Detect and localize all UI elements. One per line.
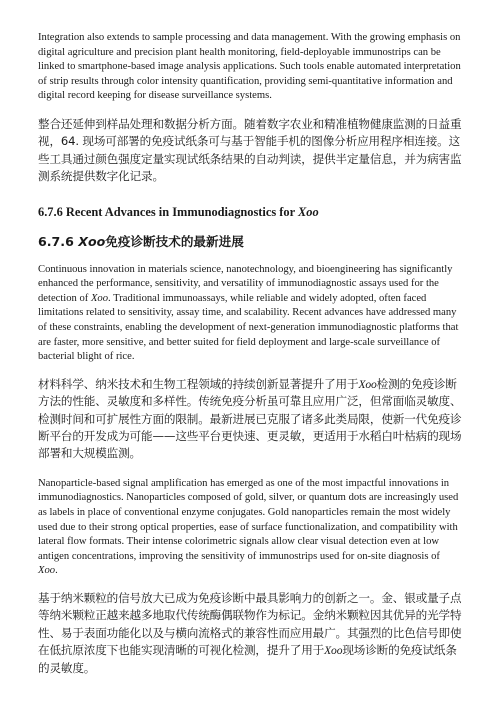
paragraph-integration-en: Integration also extends to sample processing and data management. With the growing emphasis on digital agriculture and precision plant health monitoring, field-deployable immunostrips can be linked to smartphone-based image analysis applications. Such tools enable automated interpretation of strip results through color intensity quantification, providing semi-quantitative information and digital record keeping for disease surveillance systems. — [38, 32, 461, 102]
paragraph-nanoparticle-zh — [38, 590, 462, 677]
text-run: . Traditional immunoassays, while reliable and widely adopted, often faced limitations related to sensitivity, assay time, and scalability. Recent advances have addressed many of these constraints, enabling the development of next-generation immunodiagnostic platforms that are faster, more sensitive, and better suited for field deployment and large-scale surveillance of bacterial blight of rice. — [38, 292, 459, 363]
text-run: 现场诊断的免疫试纸条的灵敏度。 — [38, 643, 457, 675]
heading-zh-number: 6.7.6 — [38, 233, 79, 249]
xoo-italic: Xoo — [38, 565, 56, 577]
xoo-italic: Xoo — [324, 644, 343, 658]
heading-en-text: 6.7.6 Recent Advances in Immunodiagnostics for — [38, 204, 298, 219]
text-run: Nanoparticle-based signal amplification has emerged as one of the most impactful innovations in immunodiagnostics. Nanoparticles composed of gold, silver, or quantum dots are increasingly used as labels in place of conventional enzyme conjugates. Gold nanoparticles remain the most widely used due to their strong optical properties, ease of surface functionalization, and compatibility with lateral flow formats. Their intense colorimetric signals allow clear visual detection even at low antigen concentrations, improving the sensitivity of immunostrips used for on-site diagnosis of — [38, 477, 459, 562]
heading-en-xoo: Xoo — [298, 204, 319, 219]
section-heading-en — [38, 204, 462, 220]
text-run: 检测的免疫诊断方法的性能、灵敏度和多样性。传统免疫分析虽可靠且应用广泛，但常面临灵敏度、检测时间和可扩展性方面的限制。最新进展已克服了诸多此类局限，使新一代免疫诊断平台的开发成为可能——这些平台更快速、更灵敏，更适用于水稻白叶枯病的现场部署和大规模监测。 — [38, 376, 462, 461]
heading-zh-text: 免疫诊断技术的最新进展 — [105, 233, 244, 249]
heading-zh-xoo: Xoo — [78, 233, 106, 249]
text-run: 材料科学、纳米技术和生物工程领域的持续创新显著提升了用于 — [38, 376, 359, 391]
xoo-italic: Xoo — [358, 377, 377, 391]
text-run: Continuous innovation in materials science, nanotechnology, and bioengineering has significantly enhanced the performance, sensitivity, and versatility of immunodiagnostic assays used for the detection of — [38, 263, 453, 304]
xoo-italic: Xoo — [90, 292, 109, 304]
text-run: . — [55, 565, 58, 577]
section-heading-zh — [38, 233, 462, 250]
paragraph-integration-zh: 整合还延伸到样品处理和数据分析方面。随着数字农业和精准植物健康监测的日益重视，64. 现场可部署的免疫试纸条可与基于智能手机的图像分析应用程序相连接。这些工具通过颜色强度定量实现试纸条结果的自动判读，提供半定量信息，并为病害监测系统提供数字化记录。 — [38, 116, 462, 184]
paragraph-innovation-en — [38, 263, 462, 365]
paragraph-nanoparticle-en — [38, 477, 462, 579]
text-run: 基于纳米颗粒的信号放大已成为免疫诊断中最具影响力的创新之一。金、银或量子点等纳米颗粒正越来越多地取代传统酶偶联物作为标记。金纳米颗粒因其优异的光学特性、易于表面功能化以及与横向流格式的兼容性而应用最广。其强烈的比色信号即使在低抗原浓度下也能实现清晰的可视化检测，提升了用于 — [38, 590, 462, 658]
paragraph-innovation-zh — [38, 376, 462, 463]
document-page — [38, 31, 462, 677]
